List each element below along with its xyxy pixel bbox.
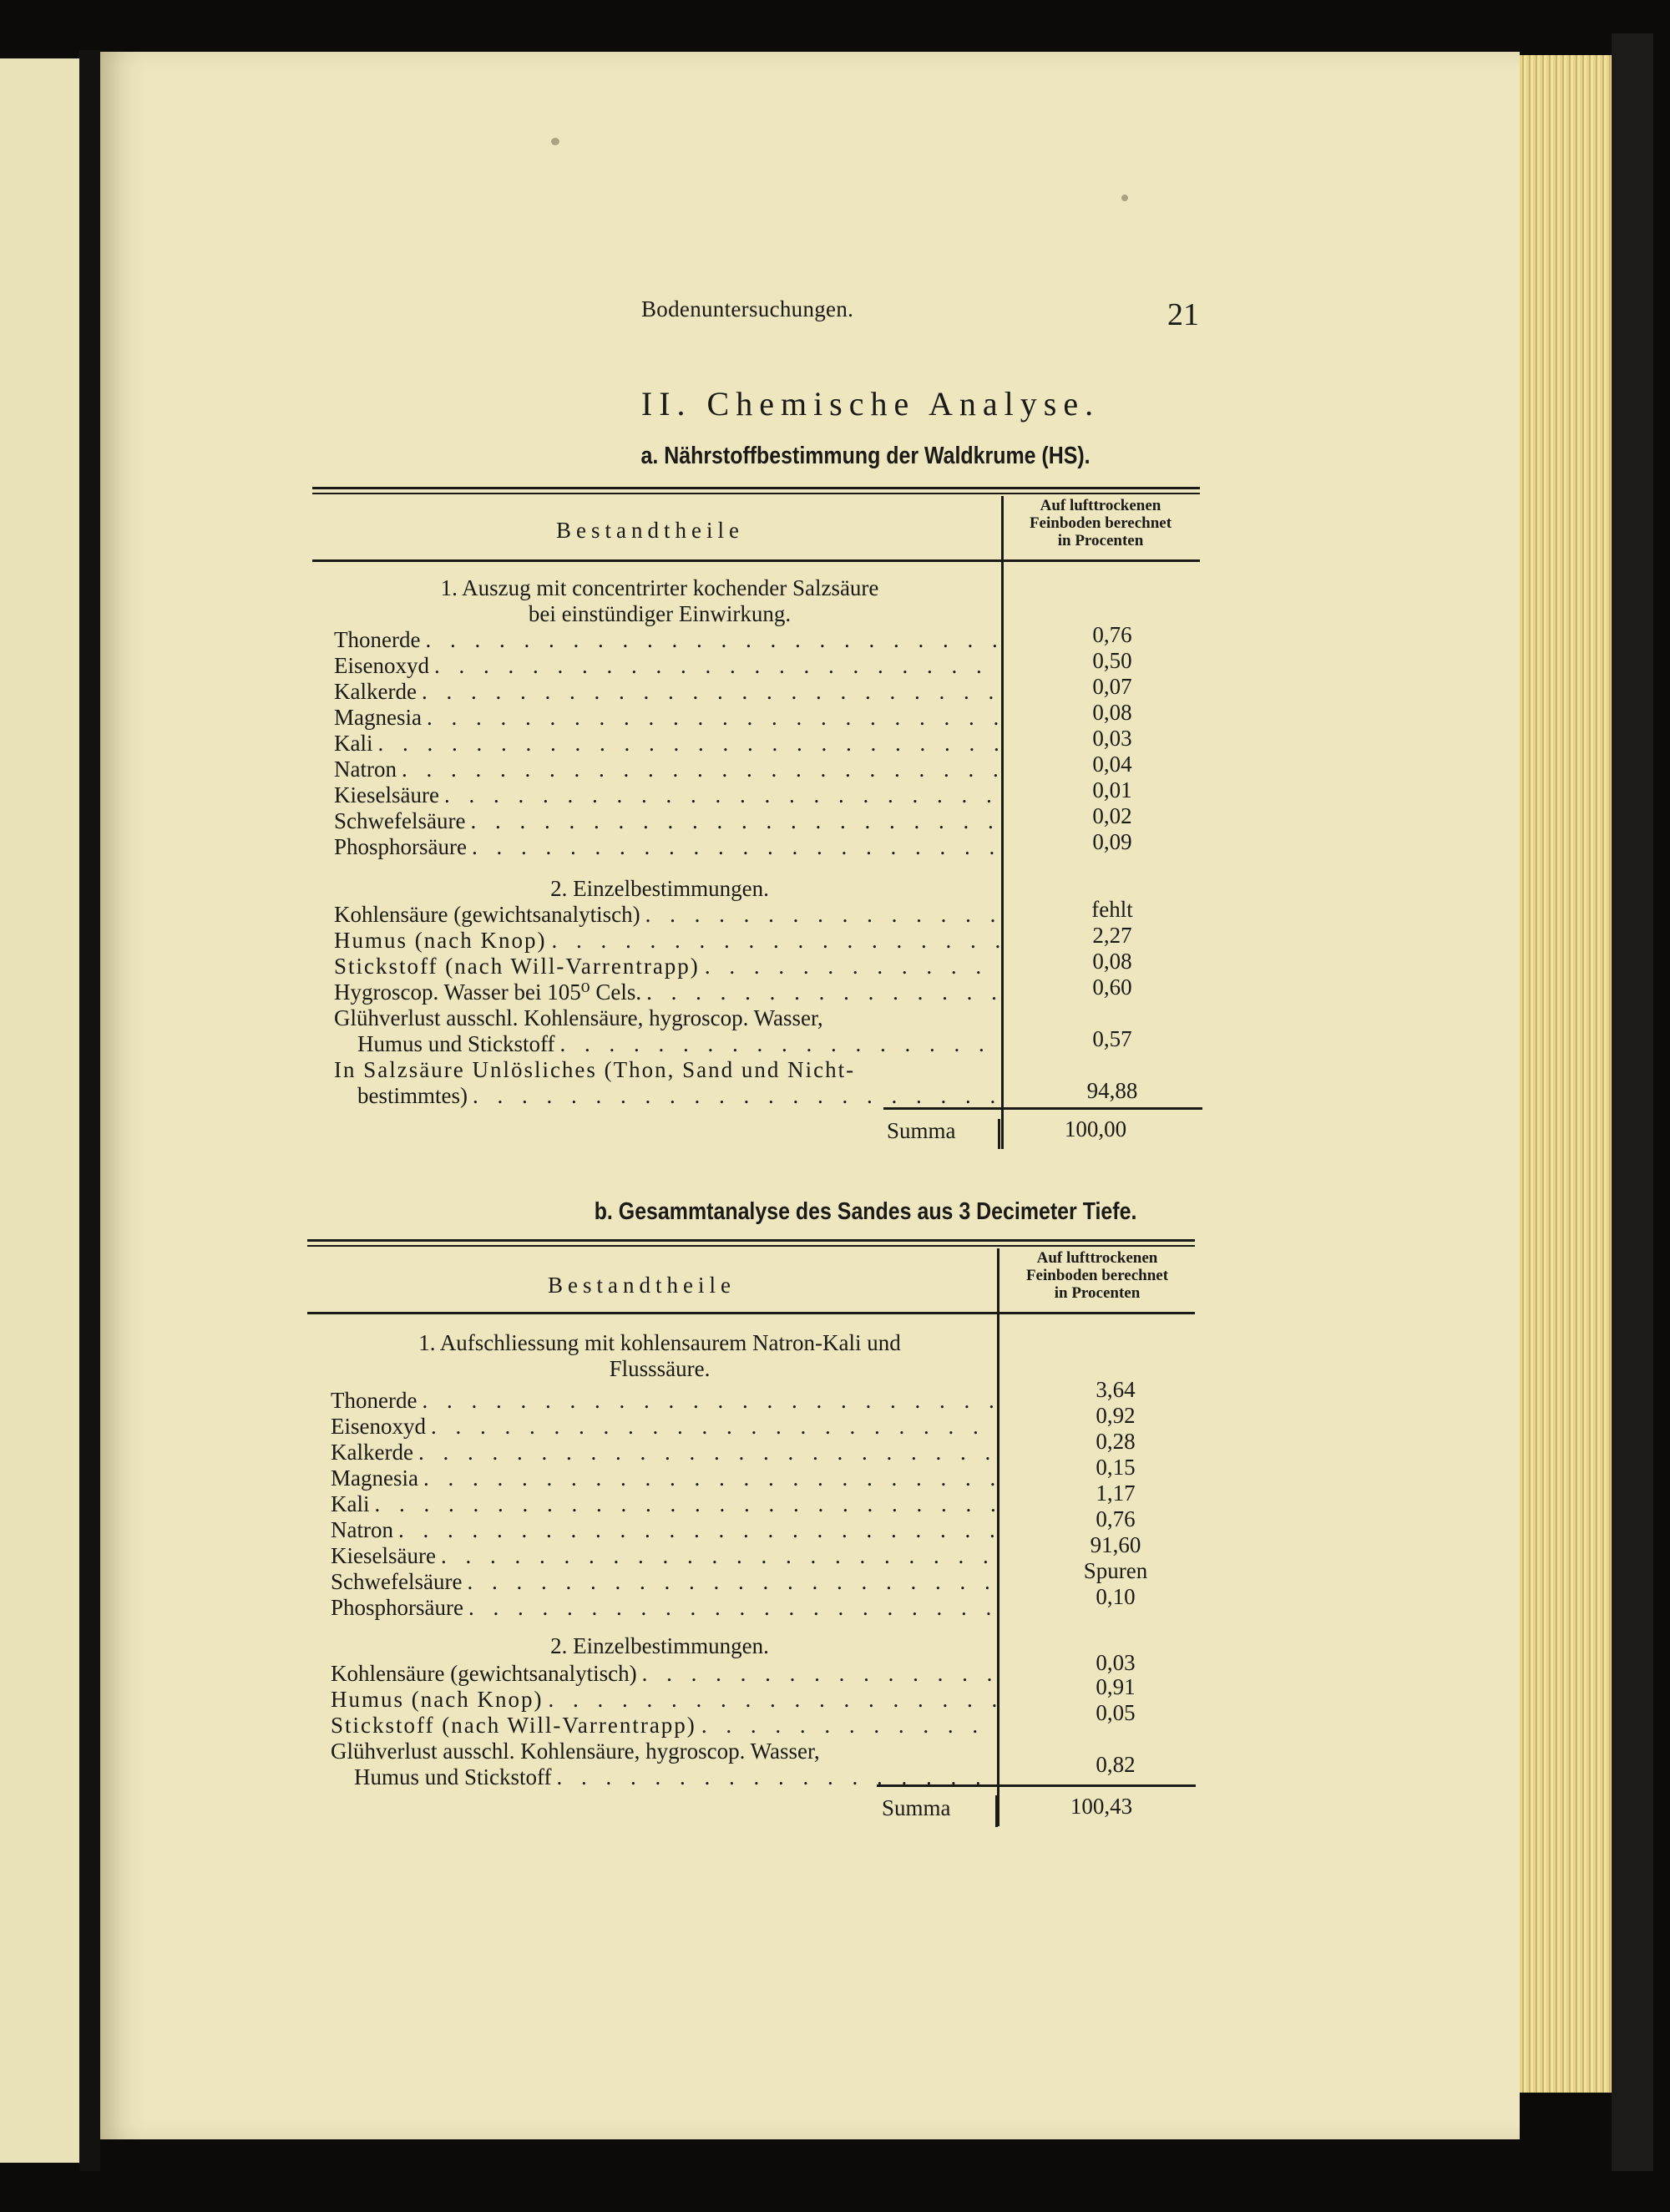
table-row: bestimmtes) . . . bbox=[334, 1083, 1002, 1109]
rule bbox=[307, 1312, 1195, 1314]
value-cell: 0,76 bbox=[1092, 622, 1132, 647]
table-row: Kali . . . bbox=[334, 731, 1002, 757]
table-row: Thonerde . . . bbox=[334, 627, 1002, 653]
group-heading: 1. Auszug mit concentrirter kochender Salzsäure bbox=[440, 575, 879, 600]
table-b-title: b. Gesammtanalyse des Sandes aus 3 Decimeter Tiefe. bbox=[594, 1198, 1137, 1225]
table-row: Eisenoxyd . . . bbox=[331, 1414, 999, 1440]
table-row: Thonerde . . . bbox=[331, 1388, 999, 1414]
column-header-unit: Auf lufttrockenen Feinboden berechnet in Procenten bbox=[1025, 1249, 1169, 1302]
table-row: Humus und Stickstoff . . . bbox=[334, 1031, 1002, 1057]
table-row: Humus und Stickstoff . . . bbox=[331, 1764, 999, 1790]
table-row: Magnesia . . . bbox=[334, 705, 1002, 731]
value-cell: 0,76 bbox=[1096, 1506, 1136, 1531]
value-cell: 0,15 bbox=[1096, 1455, 1136, 1480]
group-heading: 2. Einzelbestimmungen. bbox=[550, 1633, 769, 1658]
summa-label: Summa bbox=[887, 1118, 956, 1143]
value-cell: 0,91 bbox=[1096, 1674, 1136, 1699]
value-cell: 0,05 bbox=[1096, 1700, 1136, 1725]
value-cell: 0,92 bbox=[1096, 1403, 1136, 1428]
summa-value: 100,43 bbox=[1070, 1794, 1133, 1819]
value-cell: 0,60 bbox=[1092, 974, 1132, 1000]
table-row: Schwefelsäure . . . bbox=[334, 808, 1002, 834]
table-row: Kalkerde . . . bbox=[331, 1440, 999, 1465]
value-cell: 91,60 bbox=[1090, 1532, 1141, 1557]
value-cell: 0,28 bbox=[1096, 1429, 1136, 1454]
table-row: Magnesia . . . bbox=[331, 1465, 999, 1491]
table-row: Natron . . . bbox=[334, 757, 1002, 782]
rule bbox=[307, 1245, 1195, 1247]
value-cell: 0,10 bbox=[1096, 1584, 1136, 1609]
table-a-title: a. Nährstoffbestimmung der Waldkrume (HS). bbox=[640, 443, 1091, 469]
table-row: Eisenoxyd . . . bbox=[334, 653, 1002, 679]
value-cell: 0,07 bbox=[1092, 674, 1132, 699]
table-row: Kieselsäure . . . bbox=[331, 1543, 999, 1569]
group-heading: Flusssäure. bbox=[609, 1356, 711, 1381]
value-cell: 3,64 bbox=[1096, 1377, 1136, 1402]
value-cell: 0,04 bbox=[1092, 752, 1132, 777]
column-divider bbox=[995, 1795, 998, 1827]
group-heading: 1. Aufschliessung mit kohlensaurem Natron-Kali und bbox=[418, 1330, 901, 1355]
table-row: Humus (nach Knop) . . . bbox=[334, 928, 1002, 954]
summa-value: 100,00 bbox=[1064, 1116, 1127, 1141]
value-cell: 0,57 bbox=[1092, 1026, 1132, 1051]
column-header-unit: Auf lufttrockenen Feinboden berechnet in Procenten bbox=[1029, 497, 1172, 549]
value-cell: 0,08 bbox=[1092, 949, 1132, 974]
group-heading: bei einstündiger Einwirkung. bbox=[528, 601, 792, 626]
value-cell: 0,82 bbox=[1096, 1752, 1136, 1777]
value-cell: 0,02 bbox=[1092, 803, 1132, 828]
value-cell: 0,08 bbox=[1092, 700, 1132, 725]
table-row: Natron . . . bbox=[331, 1517, 999, 1543]
group-heading: 2. Einzelbestimmungen. bbox=[550, 876, 769, 901]
table-row: Phosphorsäure . . . bbox=[331, 1595, 999, 1621]
table-row: Glühverlust ausschl. Kohlensäure, hygroscop. Wasser, bbox=[334, 1005, 823, 1030]
table-row: Stickstoff (nach Will-Varrentrapp) . . . bbox=[331, 1713, 999, 1739]
table-row: Schwefelsäure . . . bbox=[331, 1569, 999, 1595]
table-row: Kohlensäure (gewichtsanalytisch) . . . bbox=[334, 902, 1002, 928]
value-cell: 0,09 bbox=[1092, 829, 1132, 854]
table-row: Glühverlust ausschl. Kohlensäure, hygroscop. Wasser, bbox=[331, 1739, 820, 1764]
value-cell: 0,01 bbox=[1092, 777, 1132, 802]
section-title: II. Chemische Analyse. bbox=[640, 385, 1101, 423]
table-row: Kali . . . bbox=[331, 1491, 999, 1517]
value-cell: 94,88 bbox=[1086, 1078, 1138, 1103]
value-cell: 0,03 bbox=[1096, 1650, 1136, 1675]
table-row: In Salzsäure Unlösliches (Thon, Sand und Nicht- bbox=[334, 1057, 856, 1082]
rule bbox=[307, 1239, 1195, 1242]
table-row: Hygroscop. Wasser bei 105⁰ Cels. . . . bbox=[334, 979, 1002, 1005]
table-row: Kalkerde . . . bbox=[334, 679, 1002, 705]
value-cell: 1,17 bbox=[1096, 1481, 1136, 1506]
table-row: Stickstoff (nach Will-Varrentrapp) . . . bbox=[334, 954, 1002, 979]
column-header-bestandtheile: Bestandtheile bbox=[556, 518, 744, 543]
running-head: Bodenuntersuchungen. bbox=[641, 296, 854, 321]
page-number: 21 bbox=[1167, 297, 1199, 332]
table-row: Kieselsäure . . . bbox=[334, 782, 1002, 808]
value-cell: 2,27 bbox=[1092, 923, 1132, 948]
table-row: Phosphorsäure . . . bbox=[334, 834, 1002, 860]
table-row: Humus (nach Knop) . . . bbox=[331, 1687, 999, 1713]
summa-label: Summa bbox=[882, 1795, 951, 1820]
value-cell: fehlt bbox=[1091, 897, 1133, 922]
value-cell: Spuren bbox=[1083, 1558, 1148, 1583]
value-cell: 0,03 bbox=[1092, 726, 1132, 751]
table-row: Kohlensäure (gewichtsanalytisch) . . . bbox=[331, 1661, 999, 1687]
value-cell: 0,50 bbox=[1092, 648, 1132, 673]
column-header-bestandtheile: Bestandtheile bbox=[548, 1273, 736, 1298]
